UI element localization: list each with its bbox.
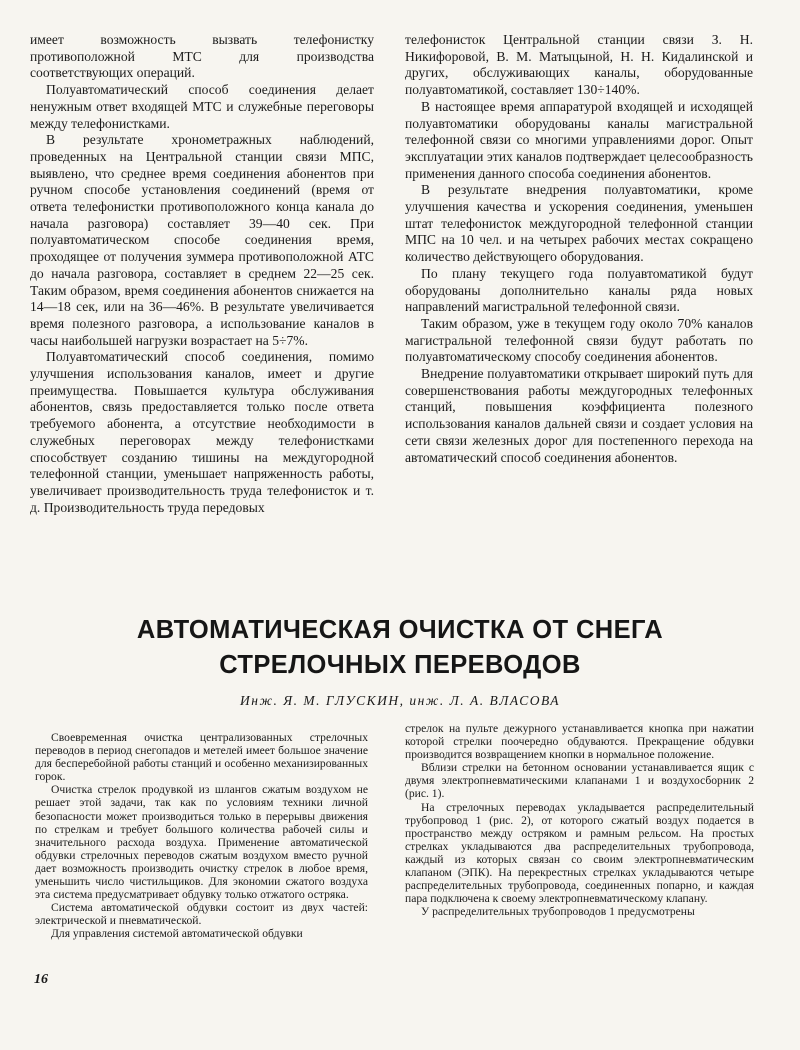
paragraph: В результате хронометражных наблюдений, проведенных на Центральной станции связи МПС, выявлено, что среднее время соединения абонентов при ручном способе установления соединений (время от ответа телефонистки противоположного конца канала до начала разговора) составляет 39—40 сек. При полуавтоматическом способе соединения время, проходящее от получения зуммера противоположной АТС до начала разговора, составляет в среднем 22—25 сек. Таким образом, время соединения абонентов снижается на 14—18 сек, или на 36—46%. В результате увеличивается время полезного разговора, а использование каналов в часы наибольшей нагрузки возрастает на 5÷7%.: [30, 132, 374, 348]
top-right-column: [405, 32, 753, 466]
paragraph: имеет возможность вызвать телефонистку противоположной МТС для производства соответствующих операций.: [30, 32, 374, 81]
article-title-line-1: АВТОМАТИЧЕСКАЯ ОЧИСТКА ОТ СНЕГА: [136, 616, 664, 644]
paragraph: В настоящее время аппаратурой входящей и исходящей полуавтоматики оборудованы каналы магистральной телефонной связи со многими управлениями дорог. Опыт эксплуатации этих каналов подтверждает целесообразность применения данного способа соединения абонентов.: [405, 98, 753, 181]
paragraph: Своевременная очистка централизованных стрелочных переводов в период снегопадов и метелей имеет большое значение для бесперебойной работы станций и особенно механизированных горок.: [35, 731, 368, 784]
paragraph: телефонисток Центральной станции связи З. Н. Никифоровой, В. М. Матыцыной, Н. Н. Кидалинской и других, обслуживающих каналы, оборудованные полуавтоматикой, составляет 130÷140%.: [405, 32, 753, 98]
article-authors: Инж. Я. М. ГЛУСКИН, инж. Л. А. ВЛАСОВА: [240, 693, 560, 708]
paragraph: Полуавтоматический способ соединения, помимо улучшения использования каналов, имеет и другие преимущества. Повышается культура обслуживания абонентов, связь предоставляется только после ответа требуемого абонента, а отсутствие необходимости в служебных переговорах между телефонистками способствует созданию тишины на междугородной телефонной станции, уменьшает напряженность работы, увеличивает производительность труда телефонисток и т. д. Производительность труда передовых: [30, 349, 374, 515]
article-title-line-2: СТРЕЛОЧНЫХ ПЕРЕВОДОВ: [219, 651, 581, 679]
paragraph: Полуавтоматический способ соединения делает ненужным ответ входящей МТС и служебные переговоры между телефонистками.: [30, 82, 374, 131]
page-number: 16: [34, 972, 48, 987]
paragraph: Внедрение полуавтоматики открывает широкий путь для совершенствования работы междугородных телефонных станций, повышения коэффициента полезного использования каналов дальней связи и создает условия на сети связи железных дорог для постепенного перехода на автоматический способ соединения абонентов.: [405, 366, 753, 465]
paragraph: Таким образом, уже в текущем году около 70% каналов магистральной телефонной связи будут работать по полуавтоматическому способу соединения абонентов.: [405, 315, 753, 365]
paragraph: Система автоматической обдувки состоит из двух частей: электрической и пневматической.: [35, 901, 368, 928]
paragraph: В результате внедрения полуавтоматики, кроме улучшения качества и ускорения соединения, уменьшен штат телефонисток междугородной телефонной станции МПС на 10 чел. и на четырех рабочих местах сокращено количество действующего оборудования.: [405, 182, 753, 265]
paragraph: Очистка стрелок продувкой из шлангов сжатым воздухом не решает этой задачи, так как по условиям техники личной безопасности может производиться только в перерывы движения по стрелкам и требует большого количества рабочей силы и значительного расхода воздуха. Применение автоматической обдувки стрелочных переводов сжатым воздухом вместо ручной дает возможность производить очистку стрелок в любое время, уменьшить число чистильщиков. Для экономии сжатого воздуха эта система предусматривает обдувку только отжатого остряка.: [35, 783, 368, 902]
bottom-right-column: [405, 722, 754, 918]
bottom-left-column: [35, 731, 368, 941]
paragraph: На стрелочных переводах укладывается распределительный трубопровод 1 (рис. 2), от которого сжатый воздух подается в пространство между остряком и рамным рельсом. На простых стрелках укладываются два распределительных трубопровода, каждый из которых связан со своим электропневматическим клапаном (ЭПК). На перекрестных стрелках укладываются четыре распределительных трубопровода, соединенных попарно, и каждая пара подключена к своему электропневматическому клапану.: [405, 800, 754, 906]
paragraph: Для управления системой автоматической обдувки: [51, 927, 303, 941]
paragraph: У распределительных трубопроводов 1 предусмотрены: [421, 905, 695, 919]
top-left-column: [30, 32, 374, 516]
paragraph: Вблизи стрелки на бетонном основании устанавливается ящик с двумя электропневматическими клапанами 1 и воздухосборник 2 (рис. 1).: [405, 761, 754, 801]
paragraph: По плану текущего года полуавтоматикой будут оборудованы дополнительно каналы ряда новых направлений магистральной телефонной связи.: [405, 265, 753, 315]
paragraph: стрелок на пульте дежурного устанавливается кнопка при нажатии которой стрелки поочередно обдуваются. Прекращение обдувки производится возвращением кнопки в нормальное положение.: [405, 722, 754, 762]
